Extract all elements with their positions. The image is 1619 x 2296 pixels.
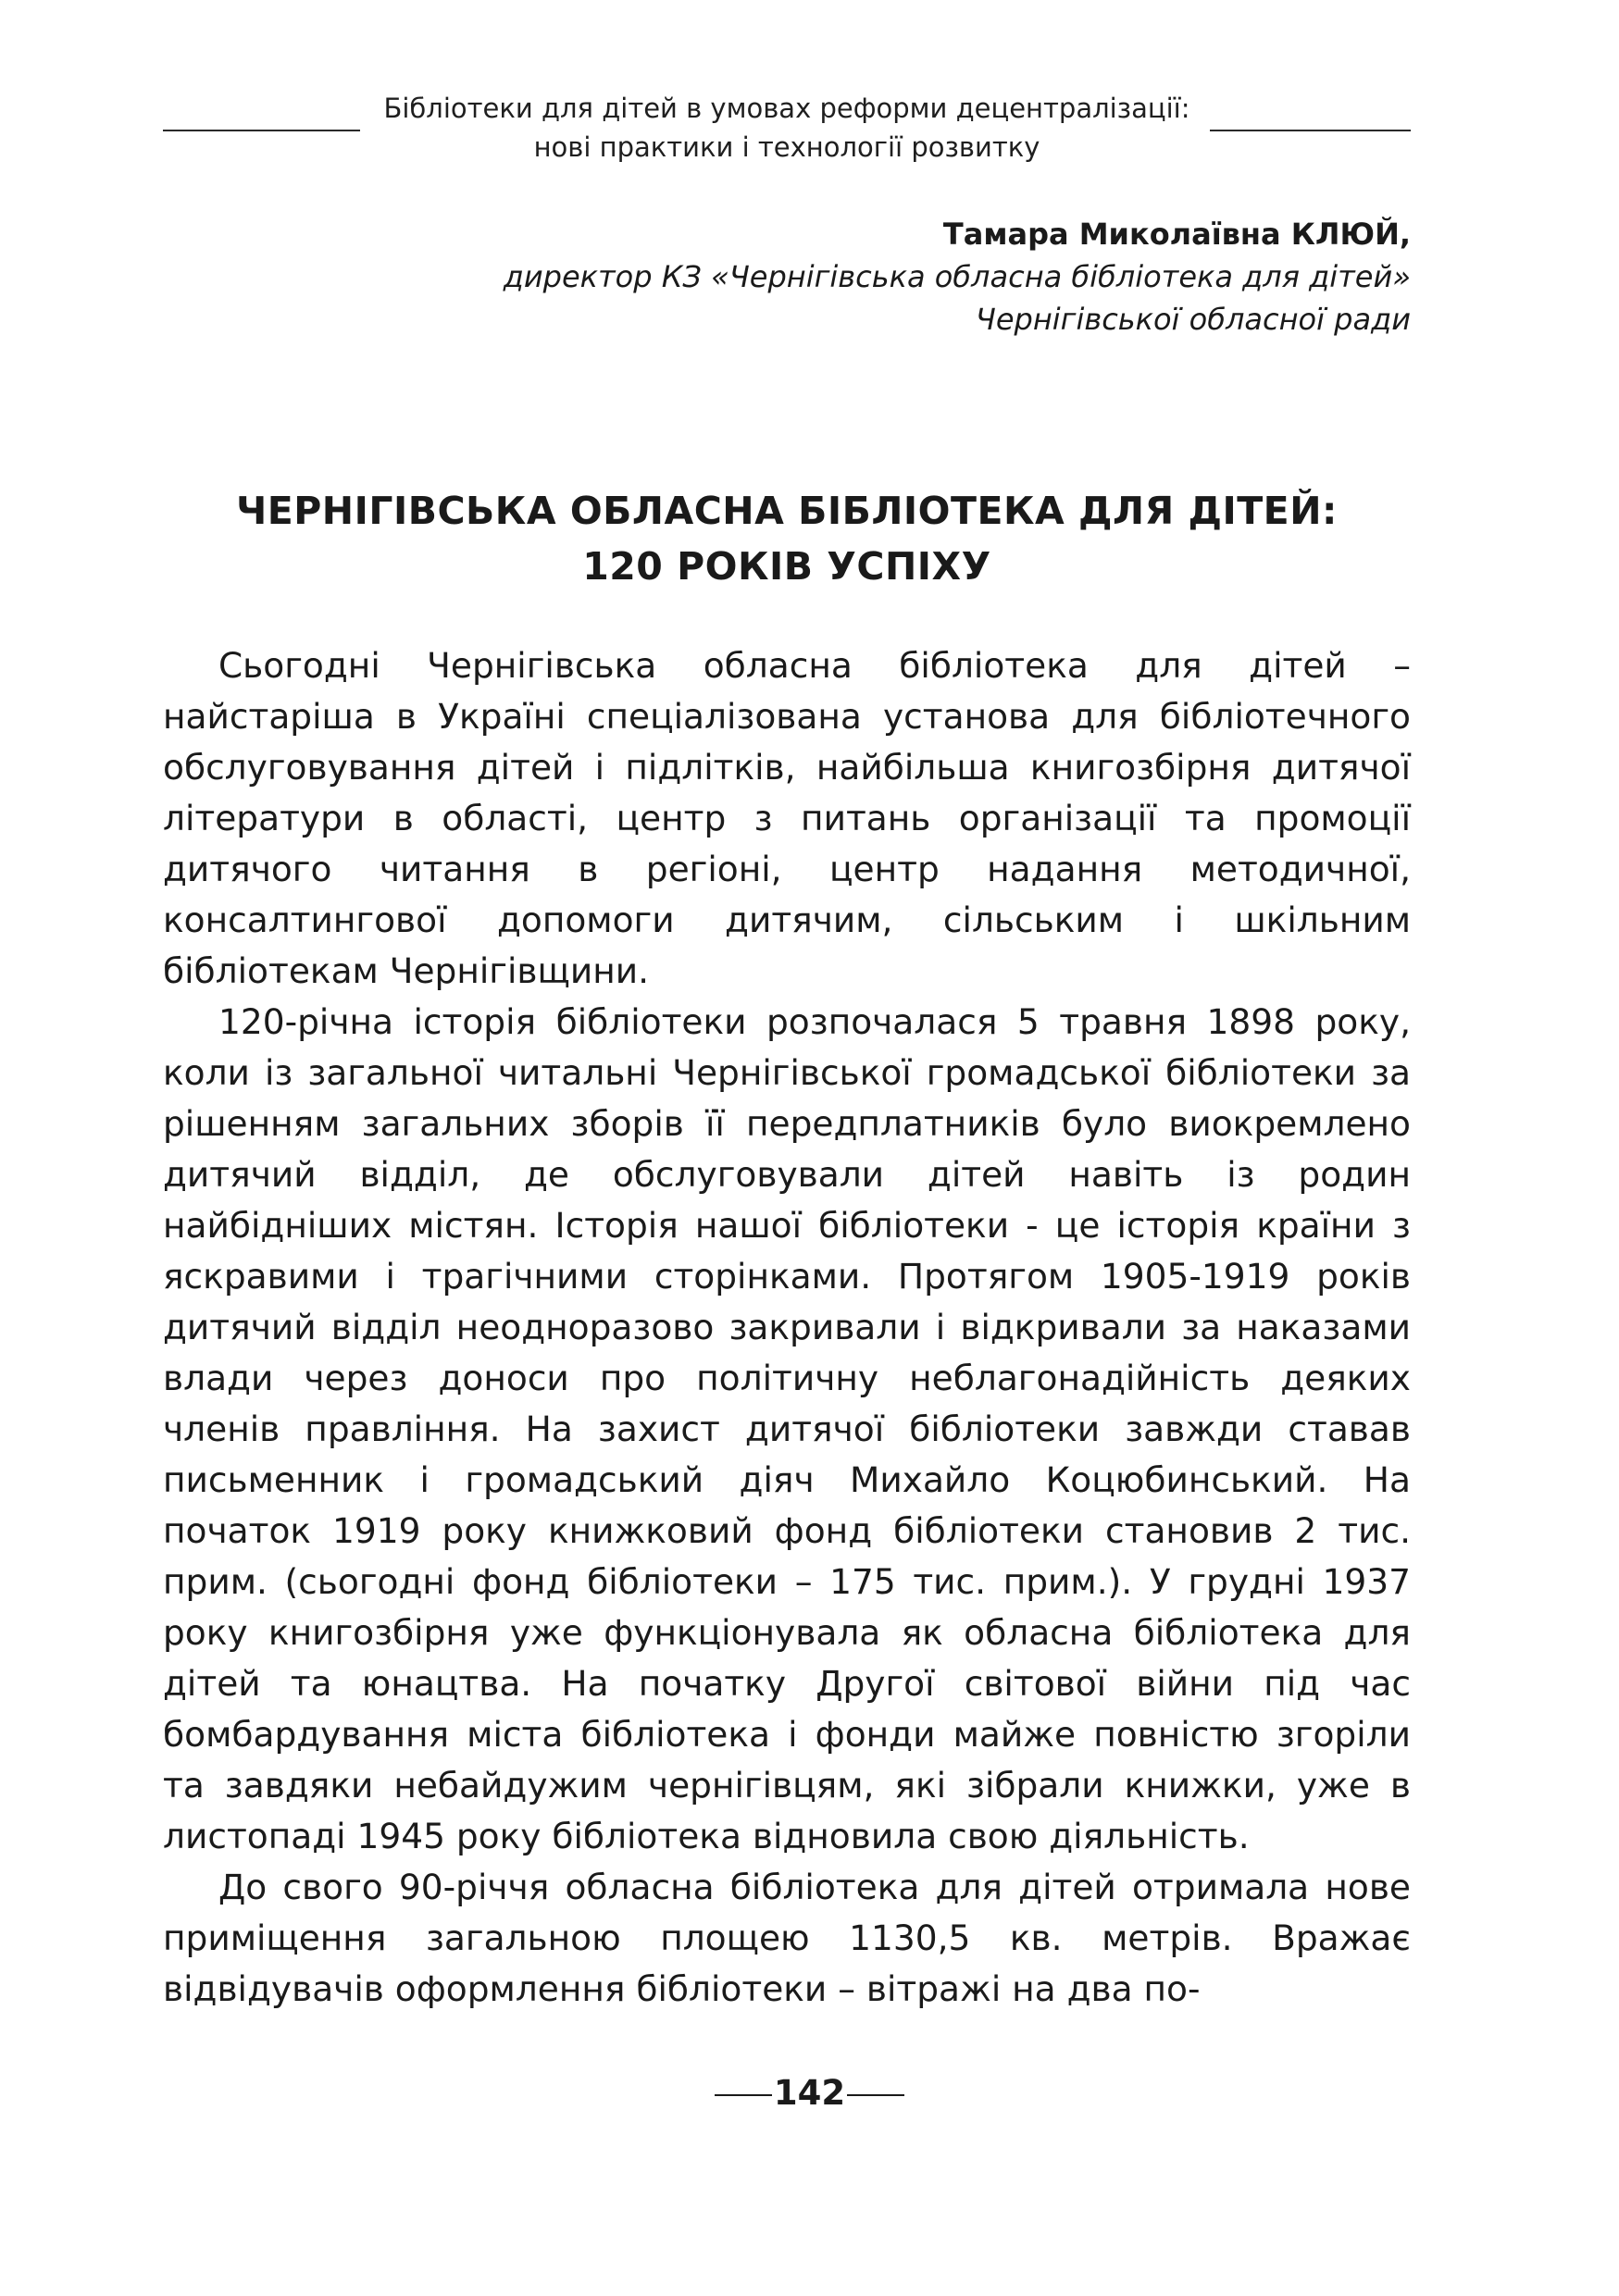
article-title-line-2: 120 РОКІВ УСПІХУ <box>582 544 991 589</box>
author-role-line-2: Чернігівської обласної ради <box>975 302 1411 337</box>
article-body <box>163 640 1411 2015</box>
article-title-line-1: ЧЕРНІГІВСЬКА ОБЛАСНА БІБЛІОТЕКА ДЛЯ ДІТЕЙ: <box>236 489 1338 533</box>
author-role-line-1: директор КЗ «Чернігівська обласна бібліотека для дітей» <box>503 259 1411 294</box>
author-name: Тамара Миколаївна КЛЮЙ, <box>942 217 1411 252</box>
author-block <box>392 213 1411 341</box>
paragraph-1: Сьогодні Чернігівська обласна бібліотека для дітей – найстаріша в Україні спеціалізована установа для бібліотечного обслуговування дітей і підлітків, найбільша книгозбірня дитячої літератури в області, центр з питань організації та промоції дитячого читання в регіоні, центр надання методичної, консалтингової допомоги дитячим, сільським і шкільним бібліотекам Чернігівщини. <box>163 645 1411 991</box>
running-header <box>163 89 1411 167</box>
page-number-dash-left <box>715 2094 772 2096</box>
article-title <box>163 483 1411 594</box>
running-header-line-1: Бібліотеки для дітей в умовах реформи децентралізації: <box>383 93 1190 124</box>
paragraph-2: 120-річна історія бібліотеки розпочалася 5 травня 1898 року, коли із загальної читальні Чернігівської громадської бібліотеки за рішенням загальних зборів її передплатників було виокремлено дитячий відділ, де обслуговували дітей навіть із родин найбідніших містян. Історія нашої бібліотеки - це історія країни з яскравими і трагічними сторінками. Протягом 1905-1919 років дитячий відділ неодноразово закривали і відкривали за наказами влади через доноси про політичну неблагонадійність деяких членів правління. На захист дитячої бібліотеки завжди ставав письменник і громадський діяч Михайло Коцюбинський. На початок 1919 року книжковий фонд бібліотеки становив 2 тис. прим. (сьогодні фонд бібліотеки – 175 тис. прим.). У грудні 1937 року книгозбірня уже функціонувала як обласна бібліотека для дітей та юнацтва. На початку Другої світової війни під час бомбардування міста бібліотека і фонди майже повністю згоріли та завдяки небайдужим чернігівцям, які зібрали книжки, уже в листопаді 1945 року бібліотека відновила свою діяльність. <box>163 1001 1411 1856</box>
page-number <box>0 2071 1619 2116</box>
running-header-line-2: нові практики і технології розвитку <box>533 131 1040 163</box>
paragraph-3: До свого 90-річчя обласна бібліотека для дітей отримала нове приміщення загальною площею 1130,5 кв. метрів. Вражає відвідувачів оформлення бібліотеки – вітражі на два по- <box>163 1867 1411 2009</box>
page-number-dash-right <box>847 2094 904 2096</box>
page-number-value: 142 <box>773 2073 846 2113</box>
